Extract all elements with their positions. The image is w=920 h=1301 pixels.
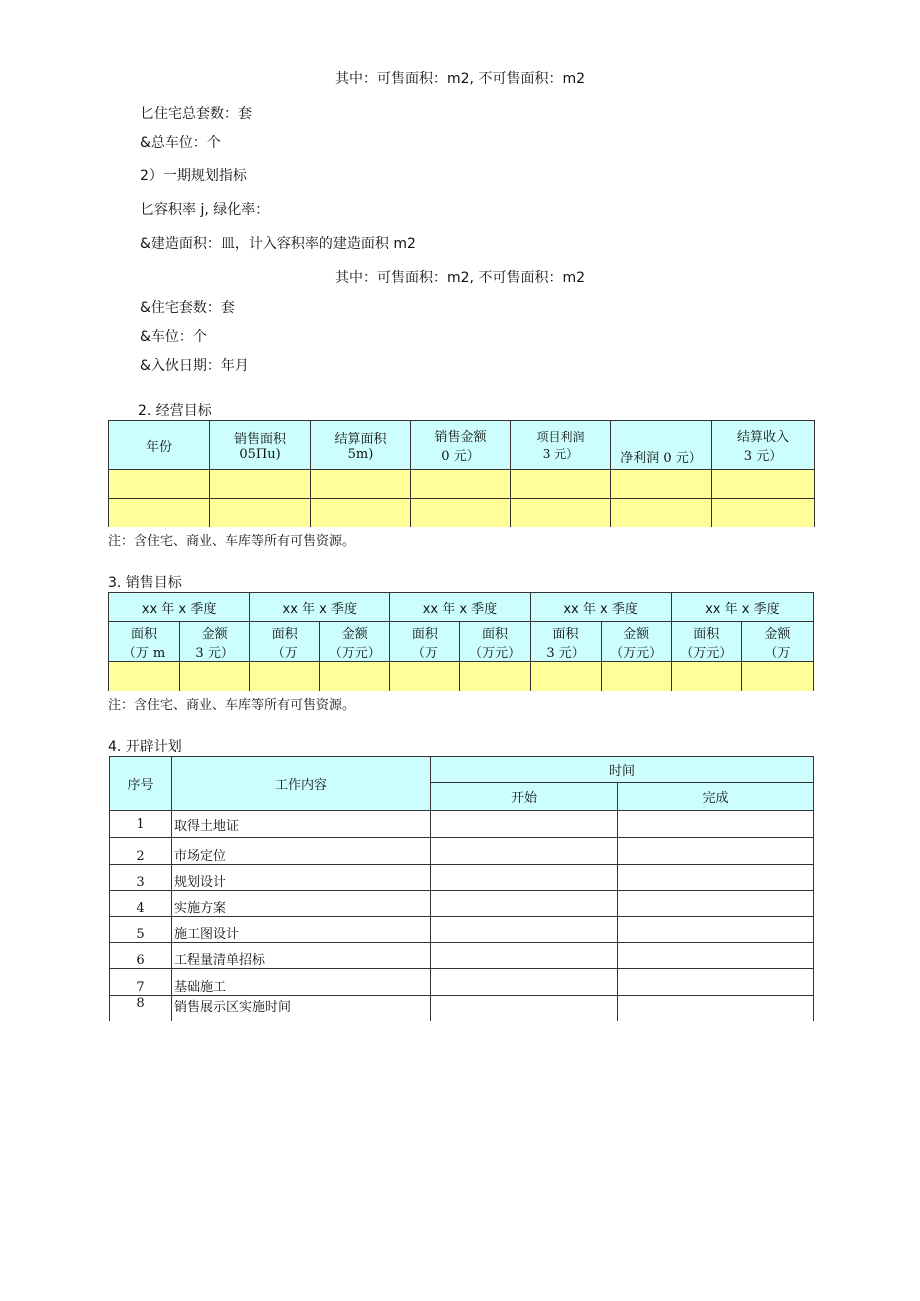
cell: [611, 499, 712, 527]
phase1-planning-heading: 2）一期规划指标: [140, 168, 247, 184]
row-start: [431, 865, 618, 891]
row-finish: [618, 891, 814, 917]
total-parking-line: &总车位：个: [140, 135, 221, 151]
row-start: [431, 811, 618, 838]
subheader-cell: 面积 （万元）: [671, 622, 741, 662]
row-start: [431, 917, 618, 943]
quarter-header-3: xx 年 x 季度: [390, 593, 530, 622]
plot-ratio-greening-line: 匕容积率 j, 绿化率：: [140, 202, 270, 218]
cell: [460, 662, 530, 691]
row-no: 5: [110, 917, 172, 943]
row-task: 取得土地证: [172, 811, 431, 838]
quarter-header-row: [109, 593, 814, 622]
table-row: [110, 838, 814, 865]
cell: [311, 499, 411, 527]
table-row: [110, 891, 814, 917]
table-row: [110, 943, 814, 969]
cell: [671, 662, 741, 691]
cell: [530, 662, 601, 691]
row-task: 基础施工: [172, 969, 431, 996]
business-row-2: [109, 499, 815, 527]
sales-targets-note: 注：含住宅、商业、车库等所有可售资源。: [108, 698, 356, 713]
cell: [250, 662, 320, 691]
quarter-header-1: xx 年 x 季度: [109, 593, 250, 622]
header-sales-amount: 销售金额 0 元）: [411, 421, 511, 470]
row-no: 6: [110, 943, 172, 969]
row-finish: [618, 838, 814, 865]
subheader-cell: 面积 （万 m: [109, 622, 180, 662]
row-finish: [618, 917, 814, 943]
business-targets-table: [108, 420, 815, 527]
cell: [390, 662, 460, 691]
row-start: [431, 969, 618, 996]
header-net-profit: 净利润 0 元）: [611, 421, 712, 470]
housing-units-line: &住宅套数：套: [140, 300, 235, 316]
sales-targets-table: [108, 592, 814, 691]
business-header-row: [109, 421, 815, 470]
row-no: 2: [110, 838, 172, 865]
row-finish: [618, 969, 814, 996]
row-task: 工程量清单招标: [172, 943, 431, 969]
table-row: [110, 865, 814, 891]
parking-line: &车位：个: [140, 329, 207, 345]
saleable-area-line-1: 其中：可售面积：m2, 不可售面积：m2: [335, 71, 585, 87]
development-plan-table: [109, 756, 814, 1021]
cell: [611, 470, 712, 499]
row-no: 1: [110, 811, 172, 838]
cell: [109, 470, 210, 499]
sales-row-1: [109, 662, 814, 691]
row-task: 市场定位: [172, 838, 431, 865]
quarter-subheader-row: [109, 622, 814, 662]
cell: [320, 662, 390, 691]
table-row: [110, 811, 814, 838]
cell: [109, 662, 180, 691]
row-start: [431, 996, 618, 1021]
quarter-header-2: xx 年 x 季度: [250, 593, 390, 622]
subheader-cell: 金额 （万: [741, 622, 813, 662]
table-row: [110, 969, 814, 996]
row-start: [431, 943, 618, 969]
header-start: 开始: [431, 783, 618, 811]
cell: [741, 662, 813, 691]
subheader-cell: 面积 （万: [250, 622, 320, 662]
row-finish: [618, 943, 814, 969]
quarter-header-4: xx 年 x 季度: [530, 593, 671, 622]
row-no: 8: [110, 996, 172, 1021]
header-sales-area: 销售面积 05Πu): [210, 421, 311, 470]
plan-header-row-1: [110, 757, 814, 783]
table-row: [110, 996, 814, 1021]
quarter-header-5: xx 年 x 季度: [671, 593, 813, 622]
section-business-targets-title: 2. 经营目标: [138, 403, 212, 419]
subheader-cell: 金额 （万元）: [320, 622, 390, 662]
subheader-cell: 金额 3 元）: [180, 622, 250, 662]
table-row: [110, 917, 814, 943]
subheader-cell: 金额 （万元）: [601, 622, 671, 662]
header-year: 年份: [109, 421, 210, 470]
move-in-date-line: &入伙日期：年月: [140, 358, 249, 374]
cell: [712, 499, 815, 527]
row-task: 施工图设计: [172, 917, 431, 943]
row-task: 规划设计: [172, 865, 431, 891]
saleable-area-line-2: 其中：可售面积：m2, 不可售面积：m2: [335, 270, 585, 286]
construction-area-line: &建造面积：皿，计入容积率的建造面积 m2: [140, 236, 416, 252]
cell: [109, 499, 210, 527]
section-sales-targets-title: 3. 销售目标: [108, 575, 182, 591]
header-settled-area: 结算面积 5m): [311, 421, 411, 470]
cell: [210, 499, 311, 527]
row-start: [431, 891, 618, 917]
row-task: 实施方案: [172, 891, 431, 917]
header-work-content: 工作内容: [172, 757, 431, 811]
header-finish: 完成: [618, 783, 814, 811]
header-project-profit: 项目利润 3 元）: [511, 421, 611, 470]
business-targets-note: 注：含住宅、商业、车库等所有可售资源。: [108, 534, 356, 549]
row-finish: [618, 865, 814, 891]
header-settled-income: 结算收入 3 元）: [712, 421, 815, 470]
section-development-plan-title: 4. 开辟计划: [108, 739, 182, 755]
cell: [712, 470, 815, 499]
row-no: 3: [110, 865, 172, 891]
row-task: 销售展示区实施时间: [172, 996, 431, 1021]
row-finish: [618, 811, 814, 838]
header-time: 时间: [431, 757, 814, 783]
header-seq-no: 序号: [110, 757, 172, 811]
row-finish: [618, 996, 814, 1021]
row-no: 7: [110, 969, 172, 996]
subheader-cell: 面积 3 元）: [530, 622, 601, 662]
subheader-cell: 面积 （万: [390, 622, 460, 662]
cell: [311, 470, 411, 499]
row-start: [431, 838, 618, 865]
cell: [601, 662, 671, 691]
cell: [180, 662, 250, 691]
total-housing-units-line: 匕住宅总套数：套: [140, 106, 252, 122]
cell: [210, 470, 311, 499]
subheader-cell: 面积 （万元）: [460, 622, 530, 662]
cell: [411, 470, 511, 499]
cell: [511, 470, 611, 499]
cell: [511, 499, 611, 527]
row-no: 4: [110, 891, 172, 917]
business-row-1: [109, 470, 815, 499]
cell: [411, 499, 511, 527]
